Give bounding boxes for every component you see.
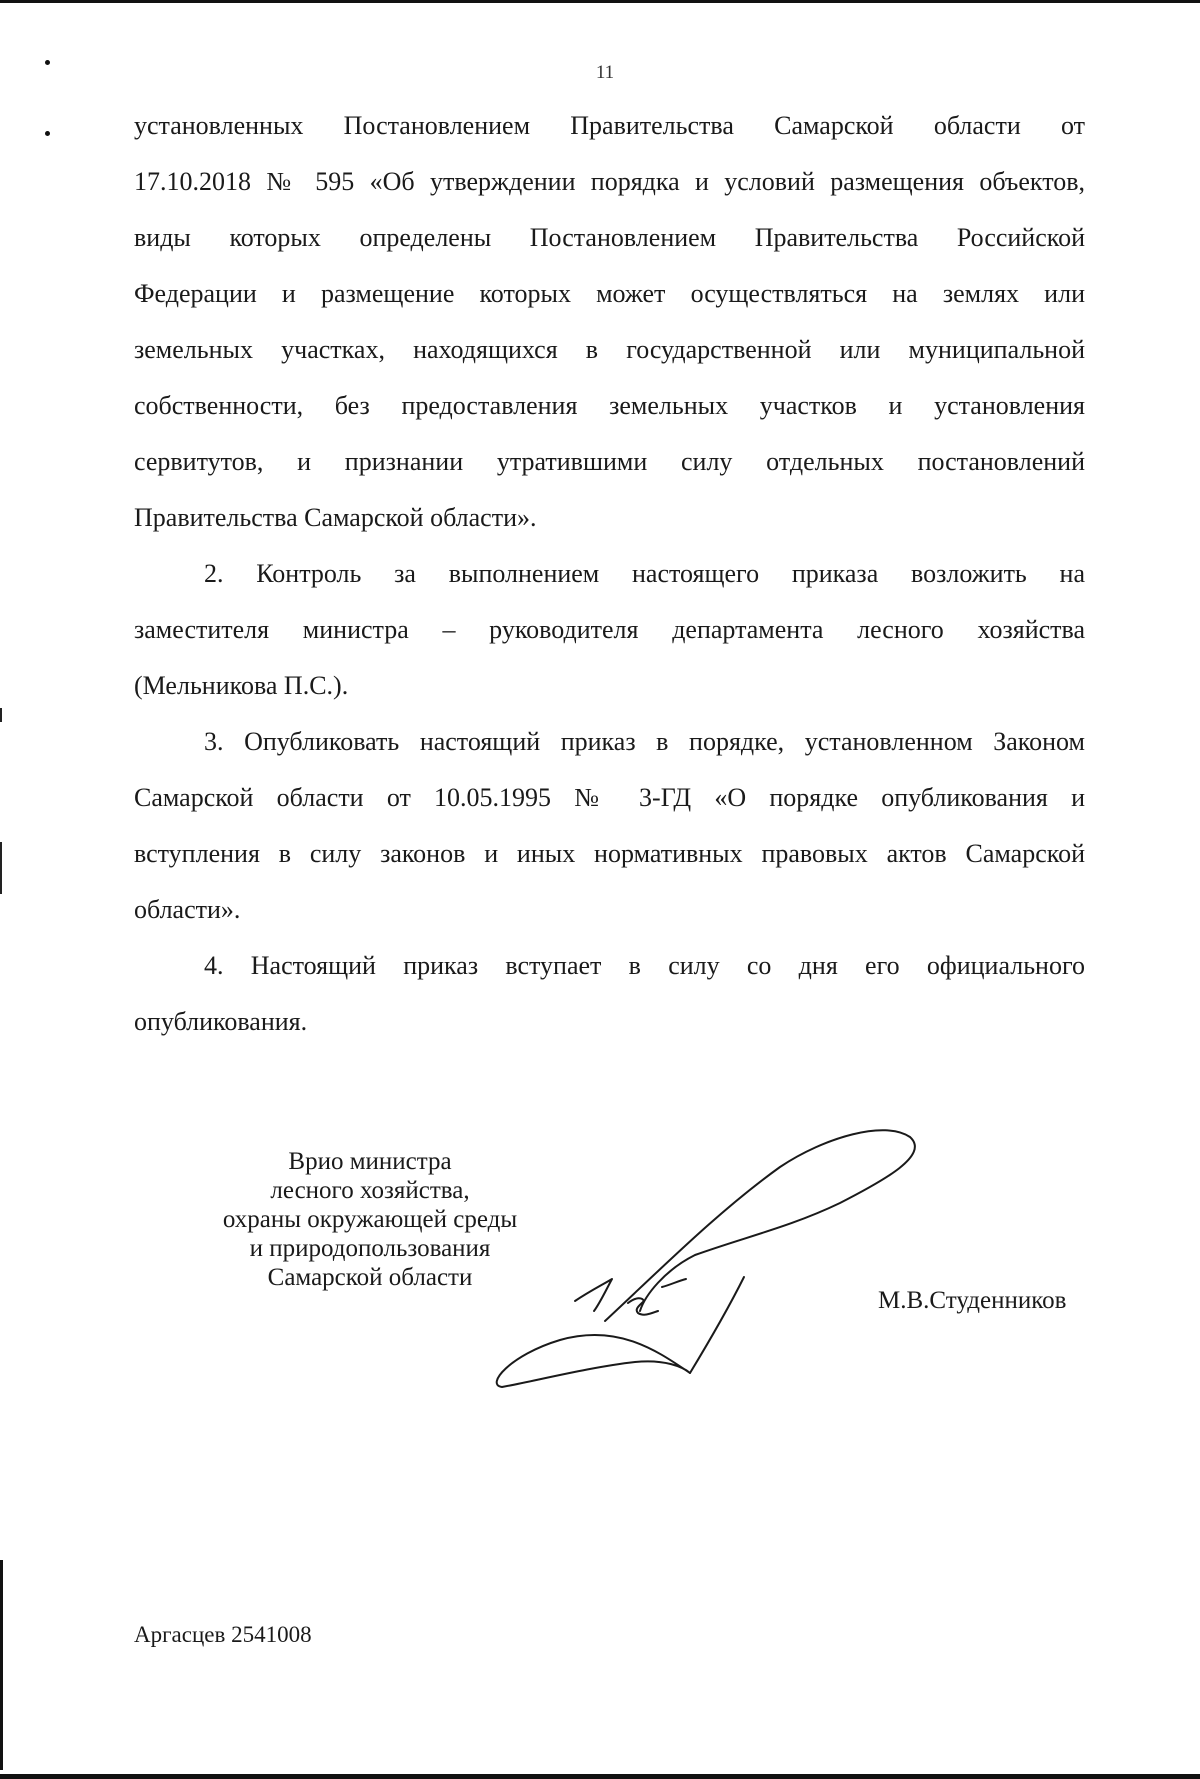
text-line: области». <box>134 895 241 924</box>
paragraph-item-2 <box>134 546 1085 714</box>
text-line: земельных участках, находящихся в государственной или муниципальной <box>134 335 1085 364</box>
text-line: заместителя министра – руководителя департамента лесного хозяйства <box>134 615 1085 644</box>
handwritten-signature <box>480 1115 930 1395</box>
signer-name: М.В.Студенников <box>878 1287 1067 1314</box>
text-line: 4. Настоящий приказ вступает в силу со дня его официального <box>204 951 1085 980</box>
scan-edge-bottom <box>0 1774 1200 1779</box>
signer-title-line: и природопользования <box>249 1235 491 1262</box>
paragraph-item-3 <box>134 714 1085 938</box>
paragraph-item-4 <box>134 938 1085 1050</box>
text-line: вступления в силу законов и иных нормативных правовых актов Самарской <box>134 839 1085 868</box>
document-body <box>134 98 1085 1050</box>
text-line: сервитутов, и признании утратившими силу отдельных постановлений <box>134 447 1085 476</box>
text-line: 2. Контроль за выполнением настоящего приказа возложить на <box>204 559 1085 588</box>
scan-dot <box>45 131 50 136</box>
scan-edge-left <box>0 1560 3 1770</box>
text-line: Самарской области от 10.05.1995 № 3-ГД «О порядке опубликования и <box>134 783 1085 812</box>
signer-title-line: Самарской области <box>267 1264 473 1291</box>
text-line: собственности, без предоставления земельных участков и установления <box>134 391 1085 420</box>
text-line: 3. Опубликовать настоящий приказ в порядке, установленном Законом <box>204 727 1085 756</box>
scan-edge-top <box>0 0 1200 3</box>
text-line: (Мельникова П.С.). <box>134 671 349 700</box>
scan-edge-tick <box>0 842 2 894</box>
signer-title-line: лесного хозяйства, <box>270 1177 470 1204</box>
executor-contact: Аргасцев 2541008 <box>134 1622 312 1647</box>
scan-edge-tick <box>0 708 2 722</box>
text-line: виды которых определены Постановлением Правительства Российской <box>134 223 1085 252</box>
text-line: установленных Постановлением Правительства Самарской области от <box>134 111 1085 140</box>
text-line: Федерации и размещение которых может осуществляться на землях или <box>134 279 1085 308</box>
text-line: 17.10.2018 № 595 «Об утверждении порядка и условий размещения объектов, <box>134 167 1085 196</box>
signer-title-line: Врио министра <box>288 1148 452 1175</box>
scan-dot <box>45 60 50 65</box>
text-line: Правительства Самарской области». <box>134 503 537 532</box>
page-number: 11 <box>595 62 615 83</box>
text-line: опубликования. <box>134 1007 308 1036</box>
signer-title-line: охраны окружающей среды <box>222 1206 518 1233</box>
paragraph-continuation <box>134 98 1085 546</box>
